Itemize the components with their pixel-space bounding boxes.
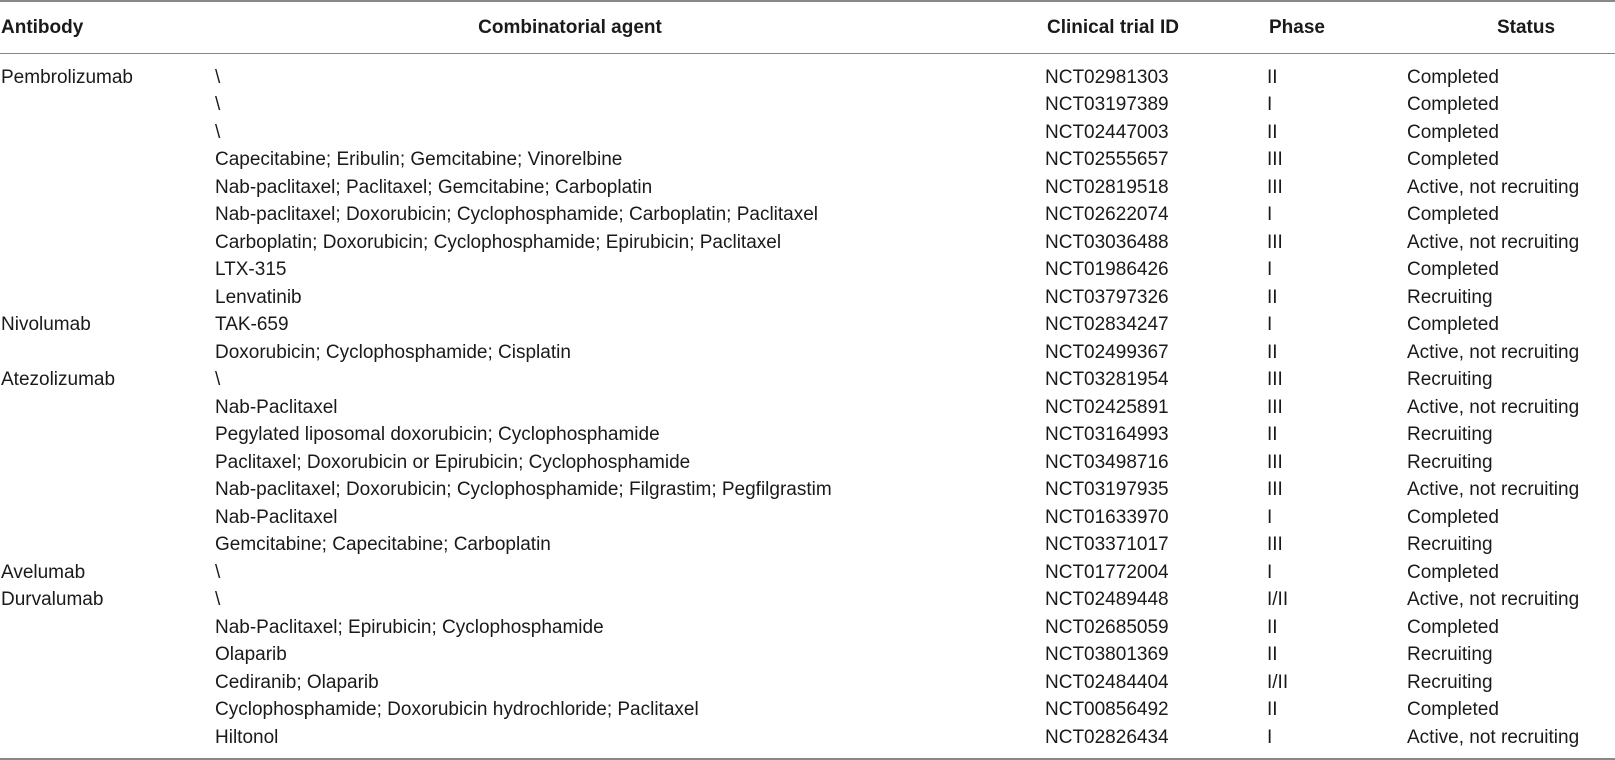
cell-antibody bbox=[0, 119, 215, 147]
header-combinatorial-agent: Combinatorial agent bbox=[215, 1, 1045, 54]
cell-status: Recruiting bbox=[1407, 671, 1493, 693]
cell-phase: I bbox=[1267, 314, 1273, 336]
cell-phase: II bbox=[1267, 644, 1278, 666]
table-row bbox=[0, 697, 1615, 725]
cell-status: Completed bbox=[1407, 616, 1499, 638]
cell-antibody bbox=[0, 449, 215, 477]
cell-antibody bbox=[0, 697, 215, 725]
cell-phase: I bbox=[1267, 724, 1407, 759]
cell-combinatorial-agent: Nab-Paclitaxel; Epirubicin; Cyclophosphamide bbox=[215, 616, 604, 638]
cell-clinical-trial-id: NCT03797326 bbox=[1045, 286, 1169, 308]
cell-antibody bbox=[0, 174, 215, 202]
cell-clinical-trial-id: NCT00856492 bbox=[1045, 699, 1169, 721]
cell-combinatorial-agent: \ bbox=[215, 589, 221, 611]
cell-combinatorial-agent: Carboplatin; Doxorubicin; Cyclophosphamide; Epirubicin; Paclitaxel bbox=[215, 231, 782, 253]
cell-combinatorial-agent: Lenvatinib bbox=[215, 286, 302, 308]
table-row bbox=[0, 339, 1615, 367]
table-row bbox=[0, 449, 1615, 477]
header-phase: Phase bbox=[1267, 1, 1407, 54]
cell-clinical-trial-id: NCT03371017 bbox=[1045, 534, 1169, 556]
table-row bbox=[0, 642, 1615, 670]
cell-status: Completed bbox=[1407, 506, 1499, 528]
cell-combinatorial-agent: Nab-paclitaxel; Paclitaxel; Gemcitabine; Carboplatin bbox=[215, 176, 653, 198]
cell-status: Recruiting bbox=[1407, 534, 1493, 556]
cell-combinatorial-agent: Paclitaxel; Doxorubicin or Epirubicin; Cyclophosphamide bbox=[215, 451, 691, 473]
cell-phase: III bbox=[1267, 176, 1283, 198]
table-row bbox=[0, 724, 1615, 759]
cell-clinical-trial-id: NCT02555657 bbox=[1045, 149, 1169, 171]
table-row bbox=[0, 202, 1615, 230]
cell-phase: III bbox=[1267, 231, 1283, 253]
cell-phase: III bbox=[1267, 479, 1283, 501]
cell-clinical-trial-id: NCT02834247 bbox=[1045, 314, 1169, 336]
cell-antibody bbox=[0, 614, 215, 642]
cell-combinatorial-agent: Capecitabine; Eribulin; Gemcitabine; Vinorelbine bbox=[215, 149, 623, 171]
cell-status: Active, not recruiting bbox=[1407, 396, 1580, 418]
cell-phase: II bbox=[1267, 286, 1278, 308]
cell-phase: I/II bbox=[1267, 671, 1289, 693]
table-row bbox=[0, 257, 1615, 285]
cell-clinical-trial-id: NCT03197935 bbox=[1045, 479, 1169, 501]
cell-clinical-trial-id: NCT02489448 bbox=[1045, 589, 1169, 611]
cell-clinical-trial-id: NCT02622074 bbox=[1045, 204, 1169, 226]
cell-antibody bbox=[0, 504, 215, 532]
cell-clinical-trial-id: NCT03498716 bbox=[1045, 451, 1169, 473]
cell-antibody: Avelumab bbox=[1, 561, 86, 583]
cell-clinical-trial-id: NCT01772004 bbox=[1045, 561, 1169, 583]
table-header bbox=[0, 1, 1615, 54]
cell-clinical-trial-id: NCT02981303 bbox=[1045, 66, 1169, 88]
cell-antibody bbox=[0, 394, 215, 422]
cell-antibody bbox=[0, 284, 215, 312]
cell-clinical-trial-id: NCT03197389 bbox=[1045, 94, 1169, 116]
cell-combinatorial-agent: \ bbox=[215, 561, 221, 583]
cell-status: Completed bbox=[1407, 259, 1499, 281]
cell-combinatorial-agent: \ bbox=[215, 121, 221, 143]
cell-status: Active, not recruiting bbox=[1407, 176, 1580, 198]
cell-combinatorial-agent: Nab-paclitaxel; Doxorubicin; Cyclophosphamide; Filgrastim; Pegfilgrastim bbox=[215, 479, 832, 501]
cell-combinatorial-agent: Olaparib bbox=[215, 644, 287, 666]
cell-phase: I bbox=[1267, 94, 1273, 116]
table-row bbox=[0, 284, 1615, 312]
header-row bbox=[0, 1, 1615, 54]
cell-phase: II bbox=[1267, 121, 1278, 143]
cell-status: Active, not recruiting bbox=[1407, 341, 1580, 363]
cell-status: Recruiting bbox=[1407, 369, 1493, 391]
cell-antibody bbox=[0, 642, 215, 670]
cell-phase: III bbox=[1267, 369, 1283, 391]
cell-antibody bbox=[0, 339, 215, 367]
cell-combinatorial-agent: \ bbox=[215, 66, 221, 88]
cell-status: Completed bbox=[1407, 561, 1499, 583]
cell-status: Recruiting bbox=[1407, 286, 1493, 308]
cell-clinical-trial-id: NCT03036488 bbox=[1045, 231, 1169, 253]
cell-antibody: Nivolumab bbox=[1, 314, 91, 336]
cell-clinical-trial-id: NCT02826434 bbox=[1045, 724, 1267, 759]
table-row bbox=[0, 477, 1615, 505]
header-antibody: Antibody bbox=[0, 1, 215, 54]
cell-phase: I bbox=[1267, 204, 1273, 226]
cell-clinical-trial-id: NCT02425891 bbox=[1045, 396, 1169, 418]
cell-status: Active, not recruiting bbox=[1407, 589, 1580, 611]
cell-phase: III bbox=[1267, 451, 1283, 473]
table-row bbox=[0, 422, 1615, 450]
cell-clinical-trial-id: NCT01986426 bbox=[1045, 259, 1169, 281]
cell-combinatorial-agent: TAK-659 bbox=[215, 314, 289, 336]
cell-clinical-trial-id: NCT01633970 bbox=[1045, 506, 1169, 528]
table-row bbox=[0, 147, 1615, 175]
cell-combinatorial-agent: Hiltonol bbox=[215, 724, 1045, 759]
cell-status: Completed bbox=[1407, 121, 1499, 143]
cell-clinical-trial-id: NCT02819518 bbox=[1045, 176, 1169, 198]
cell-antibody bbox=[0, 92, 215, 120]
table-row bbox=[0, 669, 1615, 697]
cell-combinatorial-agent: \ bbox=[215, 94, 221, 116]
cell-antibody bbox=[0, 422, 215, 450]
cell-combinatorial-agent: Doxorubicin; Cyclophosphamide; Cisplatin bbox=[215, 341, 571, 363]
cell-combinatorial-agent: Nab-paclitaxel; Doxorubicin; Cyclophosphamide; Carboplatin; Paclitaxel bbox=[215, 204, 819, 226]
cell-clinical-trial-id: NCT02484404 bbox=[1045, 671, 1169, 693]
cell-combinatorial-agent: Gemcitabine; Capecitabine; Carboplatin bbox=[215, 534, 551, 556]
table-row bbox=[0, 587, 1615, 615]
cell-status: Completed bbox=[1407, 699, 1499, 721]
cell-combinatorial-agent: Cediranib; Olaparib bbox=[215, 671, 379, 693]
table-row bbox=[0, 532, 1615, 560]
cell-combinatorial-agent: LTX-315 bbox=[215, 259, 287, 281]
cell-status: Recruiting bbox=[1407, 424, 1493, 446]
header-status: Status bbox=[1407, 1, 1615, 54]
cell-antibody: Atezolizumab bbox=[1, 369, 116, 391]
cell-antibody bbox=[0, 532, 215, 560]
cell-phase: II bbox=[1267, 699, 1278, 721]
cell-status: Recruiting bbox=[1407, 451, 1493, 473]
table-row bbox=[0, 367, 1615, 395]
cell-status: Completed bbox=[1407, 149, 1499, 171]
cell-phase: III bbox=[1267, 149, 1283, 171]
cell-antibody bbox=[0, 257, 215, 285]
cell-antibody bbox=[0, 477, 215, 505]
cell-clinical-trial-id: NCT03801369 bbox=[1045, 644, 1169, 666]
cell-phase: I bbox=[1267, 561, 1273, 583]
header-clinical-trial-id: Clinical trial ID bbox=[1045, 1, 1267, 54]
cell-combinatorial-agent: Cyclophosphamide; Doxorubicin hydrochloride; Paclitaxel bbox=[215, 699, 699, 721]
cell-status: Active, not recruiting bbox=[1407, 231, 1580, 253]
table-row bbox=[0, 394, 1615, 422]
cell-status: Active, not recruiting bbox=[1407, 479, 1580, 501]
cell-status: Active, not recruiting bbox=[1407, 724, 1615, 759]
table-row bbox=[0, 92, 1615, 120]
table-row bbox=[0, 174, 1615, 202]
cell-antibody: Pembrolizumab bbox=[1, 66, 133, 88]
cell-clinical-trial-id: NCT02447003 bbox=[1045, 121, 1169, 143]
cell-combinatorial-agent: Pegylated liposomal doxorubicin; Cyclophosphamide bbox=[215, 424, 660, 446]
cell-status: Completed bbox=[1407, 94, 1499, 116]
cell-status: Completed bbox=[1407, 204, 1499, 226]
cell-phase: II bbox=[1267, 341, 1278, 363]
cell-phase: III bbox=[1267, 534, 1283, 556]
table-body bbox=[0, 54, 1615, 759]
cell-antibody: Durvalumab bbox=[1, 589, 104, 611]
cell-phase: I bbox=[1267, 506, 1273, 528]
cell-antibody bbox=[0, 669, 215, 697]
cell-phase: II bbox=[1267, 616, 1278, 638]
cell-status: Recruiting bbox=[1407, 644, 1493, 666]
cell-phase: I/II bbox=[1267, 589, 1289, 611]
table-row bbox=[0, 312, 1615, 340]
cell-phase: II bbox=[1267, 424, 1278, 446]
cell-antibody bbox=[0, 229, 215, 257]
table-row bbox=[0, 54, 1615, 92]
cell-phase: II bbox=[1267, 66, 1278, 88]
cell-combinatorial-agent: Nab-Paclitaxel bbox=[215, 506, 338, 528]
cell-clinical-trial-id: NCT03164993 bbox=[1045, 424, 1169, 446]
cell-antibody bbox=[0, 724, 215, 759]
cell-antibody bbox=[0, 147, 215, 175]
cell-antibody bbox=[0, 202, 215, 230]
cell-combinatorial-agent: \ bbox=[215, 369, 221, 391]
table-row bbox=[0, 504, 1615, 532]
table-row bbox=[0, 229, 1615, 257]
cell-phase: I bbox=[1267, 259, 1273, 281]
table-row bbox=[0, 119, 1615, 147]
cell-status: Completed bbox=[1407, 314, 1499, 336]
cell-combinatorial-agent: Nab-Paclitaxel bbox=[215, 396, 338, 418]
table-row bbox=[0, 614, 1615, 642]
cell-phase: III bbox=[1267, 396, 1283, 418]
cell-clinical-trial-id: NCT02685059 bbox=[1045, 616, 1169, 638]
cell-clinical-trial-id: NCT03281954 bbox=[1045, 369, 1169, 391]
cell-clinical-trial-id: NCT02499367 bbox=[1045, 341, 1169, 363]
cell-status: Completed bbox=[1407, 66, 1499, 88]
table-row bbox=[0, 559, 1615, 587]
